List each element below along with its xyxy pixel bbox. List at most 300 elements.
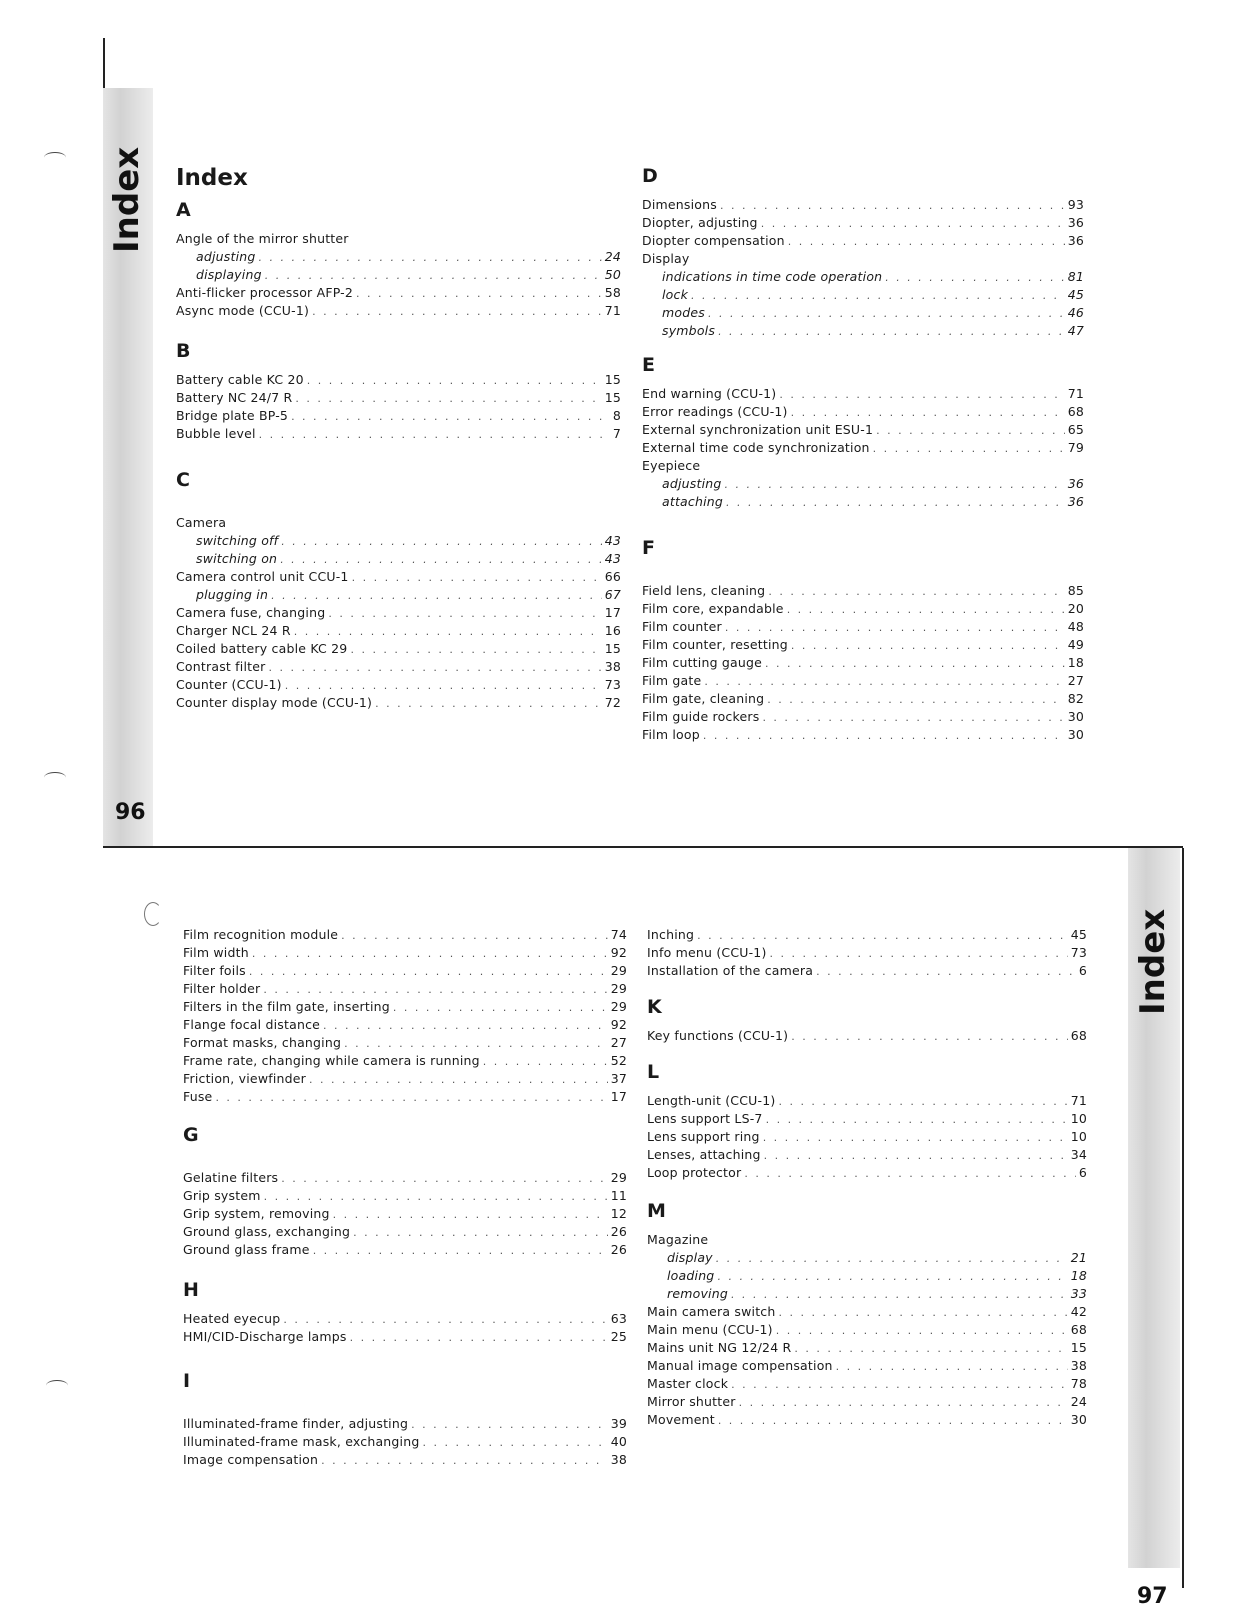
entry-label: Filter holder bbox=[183, 981, 261, 996]
entry-label: modes bbox=[662, 305, 705, 320]
leader-dots bbox=[333, 1206, 608, 1224]
entry-page-number: 92 bbox=[610, 1017, 627, 1032]
entry-label: loading bbox=[667, 1268, 715, 1283]
entry-label: Counter display mode (CCU-1) bbox=[176, 695, 373, 710]
binding-line-top bbox=[103, 38, 105, 88]
leader-dots bbox=[353, 1224, 608, 1242]
entry-label: Film gate, cleaning bbox=[642, 691, 765, 706]
entry-page-number: 40 bbox=[610, 1434, 627, 1449]
leader-dots bbox=[776, 1322, 1068, 1340]
leader-dots bbox=[411, 1416, 608, 1434]
entry-label: Image compensation bbox=[183, 1452, 319, 1467]
entry-label: Manual image compensation bbox=[647, 1358, 833, 1373]
entry-label: Magazine bbox=[647, 1232, 709, 1247]
leader-dots bbox=[423, 1434, 608, 1452]
index-subentry bbox=[176, 248, 621, 266]
entry-label: symbols bbox=[662, 323, 716, 338]
entry-page-number: 74 bbox=[610, 927, 627, 942]
leader-dots bbox=[312, 303, 602, 321]
entry-page-number: 45 bbox=[1067, 287, 1084, 302]
index-entry bbox=[642, 690, 1084, 708]
leader-dots bbox=[764, 1147, 1068, 1165]
leader-dots bbox=[725, 476, 1065, 494]
index-column-left bbox=[176, 165, 621, 712]
index-title: Index bbox=[176, 165, 248, 191]
leader-dots bbox=[717, 1268, 1067, 1286]
entry-page-number: 38 bbox=[604, 659, 621, 674]
leader-dots bbox=[788, 233, 1065, 251]
section-spacer bbox=[176, 500, 621, 514]
entry-page-number: 15 bbox=[1070, 1340, 1087, 1355]
index-entry bbox=[647, 1128, 1087, 1146]
margin-mark bbox=[46, 1380, 68, 1391]
entry-label: Format masks, changing bbox=[183, 1035, 342, 1050]
section-letter: I bbox=[183, 1370, 191, 1392]
leader-dots bbox=[731, 1286, 1068, 1304]
entry-label: indications in time code operation bbox=[662, 269, 883, 284]
leader-dots bbox=[283, 1311, 607, 1329]
entry-page-number: 33 bbox=[1070, 1286, 1087, 1301]
entry-label: End warning (CCU-1) bbox=[642, 386, 777, 401]
entry-page-number: 15 bbox=[604, 372, 621, 387]
index-entry bbox=[176, 389, 621, 407]
entry-label: Ground glass, exchanging bbox=[183, 1224, 351, 1239]
entry-page-number: 27 bbox=[1067, 673, 1084, 688]
index-subentry bbox=[642, 268, 1084, 286]
index-entry bbox=[647, 1164, 1087, 1182]
entry-page-number: 10 bbox=[1070, 1129, 1087, 1144]
section-spacer bbox=[183, 1346, 627, 1370]
entry-page-number: 47 bbox=[1067, 323, 1084, 338]
index-entry bbox=[647, 1357, 1087, 1375]
leader-dots bbox=[766, 1111, 1068, 1129]
entry-page-number: 36 bbox=[1067, 215, 1084, 230]
side-tab-label: Index bbox=[1133, 908, 1173, 1015]
index-entry bbox=[642, 196, 1084, 214]
section-letter: F bbox=[642, 537, 655, 559]
leader-dots bbox=[873, 440, 1065, 458]
leader-dots bbox=[708, 305, 1065, 323]
entry-page-number: 73 bbox=[604, 677, 621, 692]
entry-label: Main camera switch bbox=[647, 1304, 776, 1319]
entry-label: display bbox=[667, 1250, 713, 1265]
index-entry bbox=[183, 1205, 627, 1223]
index-column-left bbox=[183, 926, 627, 1469]
section-spacer bbox=[176, 443, 621, 469]
entry-label: Film gate bbox=[642, 673, 702, 688]
entry-label: Film counter, resetting bbox=[642, 637, 788, 652]
index-entry bbox=[642, 250, 1084, 268]
entry-page-number: 6 bbox=[1078, 1165, 1087, 1180]
entry-label: adjusting bbox=[196, 249, 256, 264]
entry-page-number: 79 bbox=[1067, 440, 1084, 455]
entry-page-number: 67 bbox=[604, 587, 621, 602]
entry-label: attaching bbox=[662, 494, 724, 509]
entry-page-number: 15 bbox=[604, 390, 621, 405]
entry-label: Frame rate, changing while camera is running bbox=[183, 1053, 480, 1068]
entry-label: Mains unit NG 12/24 R bbox=[647, 1340, 792, 1355]
index-entry bbox=[183, 1415, 627, 1433]
index-entry bbox=[642, 582, 1084, 600]
section-spacer bbox=[647, 1045, 1087, 1061]
entry-label: Movement bbox=[647, 1412, 715, 1427]
leader-dots bbox=[259, 249, 602, 267]
entry-label: Ground glass frame bbox=[183, 1242, 310, 1257]
entry-page-number: 26 bbox=[610, 1242, 627, 1257]
leader-dots bbox=[328, 605, 601, 623]
entry-label: Lens support LS-7 bbox=[647, 1111, 763, 1126]
index-subentry bbox=[642, 304, 1084, 322]
section-letter: G bbox=[183, 1124, 199, 1146]
index-column-right bbox=[647, 926, 1087, 1429]
index-entry bbox=[642, 618, 1084, 636]
index-entry bbox=[647, 1027, 1087, 1045]
section-letter: E bbox=[642, 354, 655, 376]
entry-page-number: 42 bbox=[1070, 1304, 1087, 1319]
entry-label: Illuminated-frame mask, exchanging bbox=[183, 1434, 420, 1449]
leader-dots bbox=[294, 623, 602, 641]
entry-label: Mirror shutter bbox=[647, 1394, 736, 1409]
leader-dots bbox=[739, 1394, 1068, 1412]
entry-page-number: 71 bbox=[604, 303, 621, 318]
entry-page-number: 30 bbox=[1067, 709, 1084, 724]
entry-page-number: 25 bbox=[610, 1329, 627, 1344]
leader-dots bbox=[876, 422, 1065, 440]
entry-page-number: 65 bbox=[1067, 422, 1084, 437]
entry-label: Camera control unit CCU-1 bbox=[176, 569, 349, 584]
binding-line-bottom bbox=[1182, 848, 1184, 1588]
entry-label: Error readings (CCU-1) bbox=[642, 404, 788, 419]
entry-page-number: 36 bbox=[1067, 494, 1084, 509]
index-entry bbox=[647, 1393, 1087, 1411]
index-entry bbox=[642, 654, 1084, 672]
leader-dots bbox=[768, 583, 1064, 601]
entry-label: Contrast filter bbox=[176, 659, 266, 674]
entry-page-number: 45 bbox=[1070, 927, 1087, 942]
entry-label: Lens support ring bbox=[647, 1129, 760, 1144]
entry-label: Dimensions bbox=[642, 197, 717, 212]
leader-dots bbox=[271, 587, 602, 605]
entry-page-number: 71 bbox=[1070, 1093, 1087, 1108]
entry-label: Film recognition module bbox=[183, 927, 339, 942]
leader-dots bbox=[313, 1242, 608, 1260]
index-entry bbox=[176, 640, 621, 658]
entry-label: HMI/CID-Discharge lamps bbox=[183, 1329, 347, 1344]
index-entry bbox=[642, 708, 1084, 726]
index-entry bbox=[183, 944, 627, 962]
leader-dots bbox=[350, 641, 601, 659]
entry-label: switching off bbox=[196, 533, 279, 548]
section-spacer bbox=[183, 1106, 627, 1124]
entry-page-number: 38 bbox=[1070, 1358, 1087, 1373]
section-letter: B bbox=[176, 340, 191, 362]
entry-page-number: 15 bbox=[604, 641, 621, 656]
index-subentry bbox=[176, 532, 621, 550]
entry-page-number: 12 bbox=[610, 1206, 627, 1221]
entry-label: Info menu (CCU-1) bbox=[647, 945, 767, 960]
entry-page-number: 11 bbox=[610, 1188, 627, 1203]
entry-label: Diopter, adjusting bbox=[642, 215, 758, 230]
leader-dots bbox=[791, 404, 1065, 422]
leader-dots bbox=[691, 287, 1065, 305]
leader-dots bbox=[281, 533, 601, 551]
section-spacer bbox=[183, 1259, 627, 1279]
leader-dots bbox=[770, 945, 1068, 963]
entry-page-number: 29 bbox=[610, 1170, 627, 1185]
entry-label: Inching bbox=[647, 927, 695, 942]
entry-label: Anti-flicker processor AFP-2 bbox=[176, 285, 354, 300]
entry-label: Film cutting gauge bbox=[642, 655, 763, 670]
index-entry bbox=[647, 1146, 1087, 1164]
leader-dots bbox=[778, 1093, 1067, 1111]
section-spacer bbox=[647, 980, 1087, 996]
entry-label: Lenses, attaching bbox=[647, 1147, 761, 1162]
entry-label: displaying bbox=[196, 267, 262, 282]
entry-label: Async mode (CCU-1) bbox=[176, 303, 310, 318]
index-subentry bbox=[176, 586, 621, 604]
entry-label: Charger NCL 24 R bbox=[176, 623, 291, 638]
entry-label: Angle of the mirror shutter bbox=[176, 231, 349, 246]
entry-page-number: 73 bbox=[1070, 945, 1087, 960]
leader-dots bbox=[763, 1129, 1068, 1147]
leader-dots bbox=[375, 695, 602, 713]
index-entry bbox=[183, 1187, 627, 1205]
entry-page-number: 82 bbox=[1067, 691, 1084, 706]
index-entry bbox=[642, 214, 1084, 232]
index-entry bbox=[183, 1433, 627, 1451]
leader-dots bbox=[716, 1250, 1068, 1268]
section-letter: C bbox=[176, 469, 190, 491]
index-subentry bbox=[176, 266, 621, 284]
index-entry bbox=[183, 998, 627, 1016]
entry-page-number: 63 bbox=[610, 1311, 627, 1326]
leader-dots bbox=[252, 945, 608, 963]
entry-label: Installation of the camera bbox=[647, 963, 814, 978]
entry-page-number: 78 bbox=[1070, 1376, 1087, 1391]
entry-page-number: 34 bbox=[1070, 1147, 1087, 1162]
margin-mark bbox=[44, 772, 66, 783]
index-entry bbox=[647, 1411, 1087, 1429]
index-entry bbox=[647, 926, 1087, 944]
section-spacer bbox=[642, 340, 1084, 354]
index-entry bbox=[176, 622, 621, 640]
entry-page-number: 39 bbox=[610, 1416, 627, 1431]
leader-dots bbox=[885, 269, 1064, 287]
entry-page-number: 29 bbox=[610, 999, 627, 1014]
index-subentry bbox=[647, 1267, 1087, 1285]
leader-dots bbox=[704, 673, 1064, 691]
index-entry bbox=[183, 926, 627, 944]
entry-page-number: 24 bbox=[604, 249, 621, 264]
entry-page-number: 21 bbox=[1070, 1250, 1087, 1265]
index-entry bbox=[642, 457, 1084, 475]
index-entry bbox=[176, 676, 621, 694]
leader-dots bbox=[787, 601, 1065, 619]
entry-page-number: 27 bbox=[610, 1035, 627, 1050]
entry-page-number: 29 bbox=[610, 981, 627, 996]
entry-label: Film width bbox=[183, 945, 249, 960]
leader-dots bbox=[779, 1304, 1068, 1322]
entry-page-number: 85 bbox=[1067, 583, 1084, 598]
entry-label: Friction, viewfinder bbox=[183, 1071, 307, 1086]
entry-page-number: 8 bbox=[612, 408, 621, 423]
leader-dots bbox=[280, 551, 602, 569]
index-entry bbox=[642, 439, 1084, 457]
entry-page-number: 36 bbox=[1067, 233, 1084, 248]
leader-dots bbox=[352, 569, 602, 587]
index-entry bbox=[647, 1092, 1087, 1110]
index-subentry bbox=[176, 550, 621, 568]
section-letter: H bbox=[183, 1279, 199, 1301]
entry-page-number: 66 bbox=[604, 569, 621, 584]
index-entry bbox=[183, 1451, 627, 1469]
index-entry bbox=[176, 694, 621, 712]
section-spacer bbox=[647, 1182, 1087, 1200]
entry-label: Film counter bbox=[642, 619, 722, 634]
entry-page-number: 20 bbox=[1067, 601, 1084, 616]
entry-label: Camera fuse, changing bbox=[176, 605, 326, 620]
entry-page-number: 68 bbox=[1067, 404, 1084, 419]
entry-page-number: 92 bbox=[610, 945, 627, 960]
entry-page-number: 29 bbox=[610, 963, 627, 978]
index-entry bbox=[183, 1241, 627, 1259]
entry-page-number: 30 bbox=[1070, 1412, 1087, 1427]
leader-dots bbox=[291, 408, 610, 426]
entry-label: Film guide rockers bbox=[642, 709, 760, 724]
index-entry bbox=[176, 407, 621, 425]
entry-page-number: 36 bbox=[1067, 476, 1084, 491]
entry-label: Battery NC 24/7 R bbox=[176, 390, 293, 405]
side-tab-label: Index bbox=[107, 146, 147, 253]
index-entry bbox=[647, 962, 1087, 980]
index-entry bbox=[642, 403, 1084, 421]
leader-dots bbox=[791, 1028, 1067, 1046]
entry-label: Film core, expandable bbox=[642, 601, 784, 616]
index-entry bbox=[183, 980, 627, 998]
entry-page-number: 16 bbox=[604, 623, 621, 638]
index-entry bbox=[183, 1034, 627, 1052]
entry-label: Field lens, cleaning bbox=[642, 583, 766, 598]
entry-page-number: 71 bbox=[1067, 386, 1084, 401]
section-spacer bbox=[183, 1155, 627, 1169]
index-subentry bbox=[642, 322, 1084, 340]
index-entry bbox=[176, 230, 621, 248]
entry-label: Filters in the film gate, inserting bbox=[183, 999, 390, 1014]
leader-dots bbox=[295, 390, 601, 408]
leader-dots bbox=[393, 999, 608, 1017]
index-entry bbox=[642, 385, 1084, 403]
index-entry bbox=[642, 421, 1084, 439]
leader-dots bbox=[307, 372, 602, 390]
index-entry bbox=[176, 284, 621, 302]
page-number: 97 bbox=[1137, 1584, 1168, 1609]
entry-label: Fuse bbox=[183, 1089, 213, 1104]
index-subentry bbox=[647, 1249, 1087, 1267]
entry-page-number: 68 bbox=[1070, 1028, 1087, 1043]
entry-page-number: 52 bbox=[610, 1053, 627, 1068]
entry-label: Loop protector bbox=[647, 1165, 742, 1180]
leader-dots bbox=[309, 1071, 608, 1089]
section-letter: A bbox=[176, 199, 191, 221]
entry-label: Main menu (CCU-1) bbox=[647, 1322, 773, 1337]
leader-dots bbox=[779, 386, 1064, 404]
leader-dots bbox=[263, 981, 607, 999]
leader-dots bbox=[725, 619, 1065, 637]
leader-dots bbox=[703, 727, 1065, 745]
index-entry bbox=[176, 514, 621, 532]
entry-page-number: 58 bbox=[604, 285, 621, 300]
entry-label: Display bbox=[642, 251, 690, 266]
entry-page-number: 72 bbox=[604, 695, 621, 710]
section-letter: L bbox=[647, 1061, 660, 1083]
leader-dots bbox=[341, 927, 608, 945]
leader-dots bbox=[285, 677, 602, 695]
entry-page-number: 48 bbox=[1067, 619, 1084, 634]
entry-page-number: 30 bbox=[1067, 727, 1084, 742]
index-subentry bbox=[642, 475, 1084, 493]
entry-page-number: 26 bbox=[610, 1224, 627, 1239]
margin-mark bbox=[44, 152, 66, 163]
section-spacer bbox=[642, 511, 1084, 537]
leader-dots bbox=[350, 1329, 608, 1347]
entry-page-number: 24 bbox=[1070, 1394, 1087, 1409]
leader-dots bbox=[215, 1089, 607, 1107]
entry-label: Filter foils bbox=[183, 963, 246, 978]
entry-label: Bridge plate BP-5 bbox=[176, 408, 289, 423]
index-entry bbox=[647, 1231, 1087, 1249]
index-entry bbox=[176, 302, 621, 320]
index-entry bbox=[642, 636, 1084, 654]
entry-page-number: 17 bbox=[610, 1089, 627, 1104]
entry-page-number: 46 bbox=[1067, 305, 1084, 320]
index-entry bbox=[642, 726, 1084, 744]
index-entry bbox=[183, 962, 627, 980]
entry-label: Counter (CCU-1) bbox=[176, 677, 282, 692]
index-entry bbox=[183, 1169, 627, 1187]
entry-page-number: 43 bbox=[604, 551, 621, 566]
entry-label: Grip system, removing bbox=[183, 1206, 330, 1221]
leader-dots bbox=[249, 963, 608, 981]
entry-page-number: 81 bbox=[1067, 269, 1084, 284]
leader-dots bbox=[323, 1017, 608, 1035]
entry-page-number: 68 bbox=[1070, 1322, 1087, 1337]
index-subentry bbox=[642, 493, 1084, 511]
entry-label: Film loop bbox=[642, 727, 700, 742]
leader-dots bbox=[744, 1165, 1075, 1183]
index-entry bbox=[183, 1088, 627, 1106]
index-entry bbox=[647, 1339, 1087, 1357]
index-column-right bbox=[642, 165, 1084, 744]
entry-label: plugging in bbox=[196, 587, 269, 602]
leader-dots bbox=[816, 963, 1076, 981]
index-entry bbox=[183, 1070, 627, 1088]
leader-dots bbox=[265, 267, 602, 285]
leader-dots bbox=[356, 285, 602, 303]
entry-label: Master clock bbox=[647, 1376, 729, 1391]
binder-hole-mark bbox=[144, 902, 162, 926]
entry-label: Grip system bbox=[183, 1188, 261, 1203]
leader-dots bbox=[726, 494, 1065, 512]
entry-label: Camera bbox=[176, 515, 227, 530]
entry-label: adjusting bbox=[662, 476, 722, 491]
page-number: 96 bbox=[115, 800, 146, 825]
entry-label: Flange focal distance bbox=[183, 1017, 321, 1032]
section-letter: D bbox=[642, 165, 658, 187]
leader-dots bbox=[836, 1358, 1068, 1376]
entry-page-number: 37 bbox=[610, 1071, 627, 1086]
entry-label: Length-unit (CCU-1) bbox=[647, 1093, 776, 1108]
entry-label: Coiled battery cable KC 29 bbox=[176, 641, 348, 656]
